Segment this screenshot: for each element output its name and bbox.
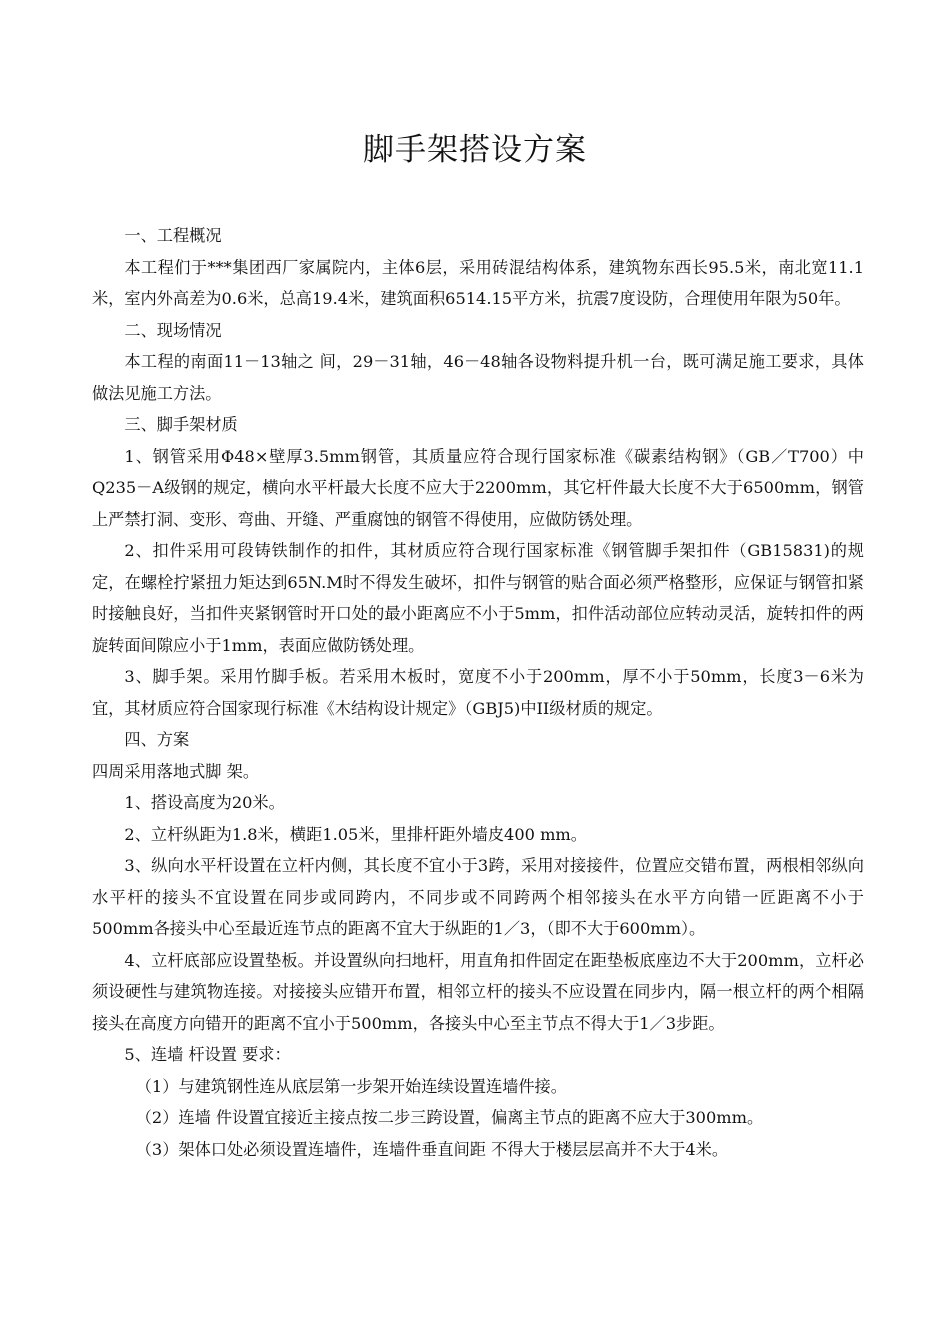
paragraph-wall-tie-2: （2）连墙 件设置宜接近主接点按二步三跨设置，偏离主节点的距离不应大于300mm。: [135, 1108, 764, 1127]
document-body: [92, 220, 864, 1165]
section-heading-plan: 四、方案: [124, 730, 190, 749]
paragraph-plan-base: 4、立杆底部应设置垫板。并设置纵向扫地杆，用直角扣件固定在距垫板底座边不大于200mm，立杆必须设硬性与建筑物连接。对接接头应错开布置，相邻立杆的接头不应设置在同步内，隔一根立杆的两个相隔接头在高度方向错开的距离不宜小于500mm，各接头中心至主节点不得大于1／3步距。: [92, 950, 864, 1033]
section-heading-material: 三、脚手架材质: [124, 415, 238, 434]
paragraph-overview: 本工程们于***集团西厂家属院内，主体6层，采用砖混结构体系，建筑物东西长95.5米，南北宽11.1米，室内外高差为0.6米，总高19.4米，建筑面积6514.15平方米，抗震7度设防，合理使用年限为50年。: [92, 257, 864, 308]
paragraph-material-board: 3、脚手架。采用竹脚手板。若采用木板时，宽度不小于200mm，厚不小于50mm，长度3－6米为宜，其材质应符合国家现行标准《木结构设计规定》（GBJ5)中II级材质的规定。: [92, 667, 864, 718]
paragraph-material-fastener: 2、扣件采用可段铸铁制作的扣件，其材质应符合现行国家标准《钢管脚手架扣件（GB15831)的规定，在螺栓拧紧扭力矩达到65N.M时不得发生破坏，扣件与钢管的贴合面必须严格整形，应保证与钢管扣紧时接触良好，当扣件夹紧钢管时开口处的最小距离应不小于5mm，扣件活动部位应转动灵活，旋转扣件的两旋转面间隙应小于1mm，表面应做防锈处理。: [92, 541, 864, 655]
paragraph-plan-spacing: 2、立杆纵距为1.8米，横距1.05米，里排杆距外墙皮400 mm。: [124, 824, 587, 844]
section-heading-site: 二、现场情况: [124, 320, 222, 340]
paragraph-site: 本工程的南面11－13轴之 间，29－31轴，46－48轴各设物料提升机一台，既可满足施工要求，具体做法见施工方法。: [92, 352, 864, 403]
document-title: 脚手架搭设方案: [363, 132, 587, 168]
paragraph-plan-intro: 四周采用落地式脚 架。: [92, 761, 260, 781]
paragraph-wall-tie-1: （1）与建筑钢性连从底层第一步架开始连续设置连墙件接。: [135, 1076, 567, 1096]
paragraph-wall-tie-3: （3）架体口处必须设置连墙件，连墙件垂直间距 不得大于楼层层高并不大于4米。: [135, 1139, 729, 1159]
paragraph-plan-height: 1、搭设高度为20米。: [124, 793, 285, 812]
paragraph-plan-horizontal-bar: 3、纵向水平杆设置在立杆内侧，其长度不宜小于3跨，采用对接接件，位置应交错布置，两根相邻纵向水平杆的接头不宜设置在同步或同跨内，不同步或不同跨两个相邻接头在水平方向错一匠距离不小于500mm各接头中心至最近连节点的距离不宜大于纵距的1／3，（即不大于600mm）。: [92, 856, 864, 938]
paragraph-plan-wall-tie: 5、连墙 杆设置 要求：: [124, 1045, 291, 1064]
paragraph-material-steel-pipe: 1、钢管采用Φ48×壁厚3.5mm钢管，其质量应符合现行国家标准《碳素结构钢》（GB／T700）中Q235－A级钢的规定，横向水平杆最大长度不应大于2200mm，其它杆件最大长度不大于6500mm，钢管上严禁打洞、变形、弯曲、开缝、严重腐蚀的钢管不得使用，应做防锈处理。: [92, 446, 864, 529]
section-heading-overview: 一、工程概况: [124, 226, 222, 245]
